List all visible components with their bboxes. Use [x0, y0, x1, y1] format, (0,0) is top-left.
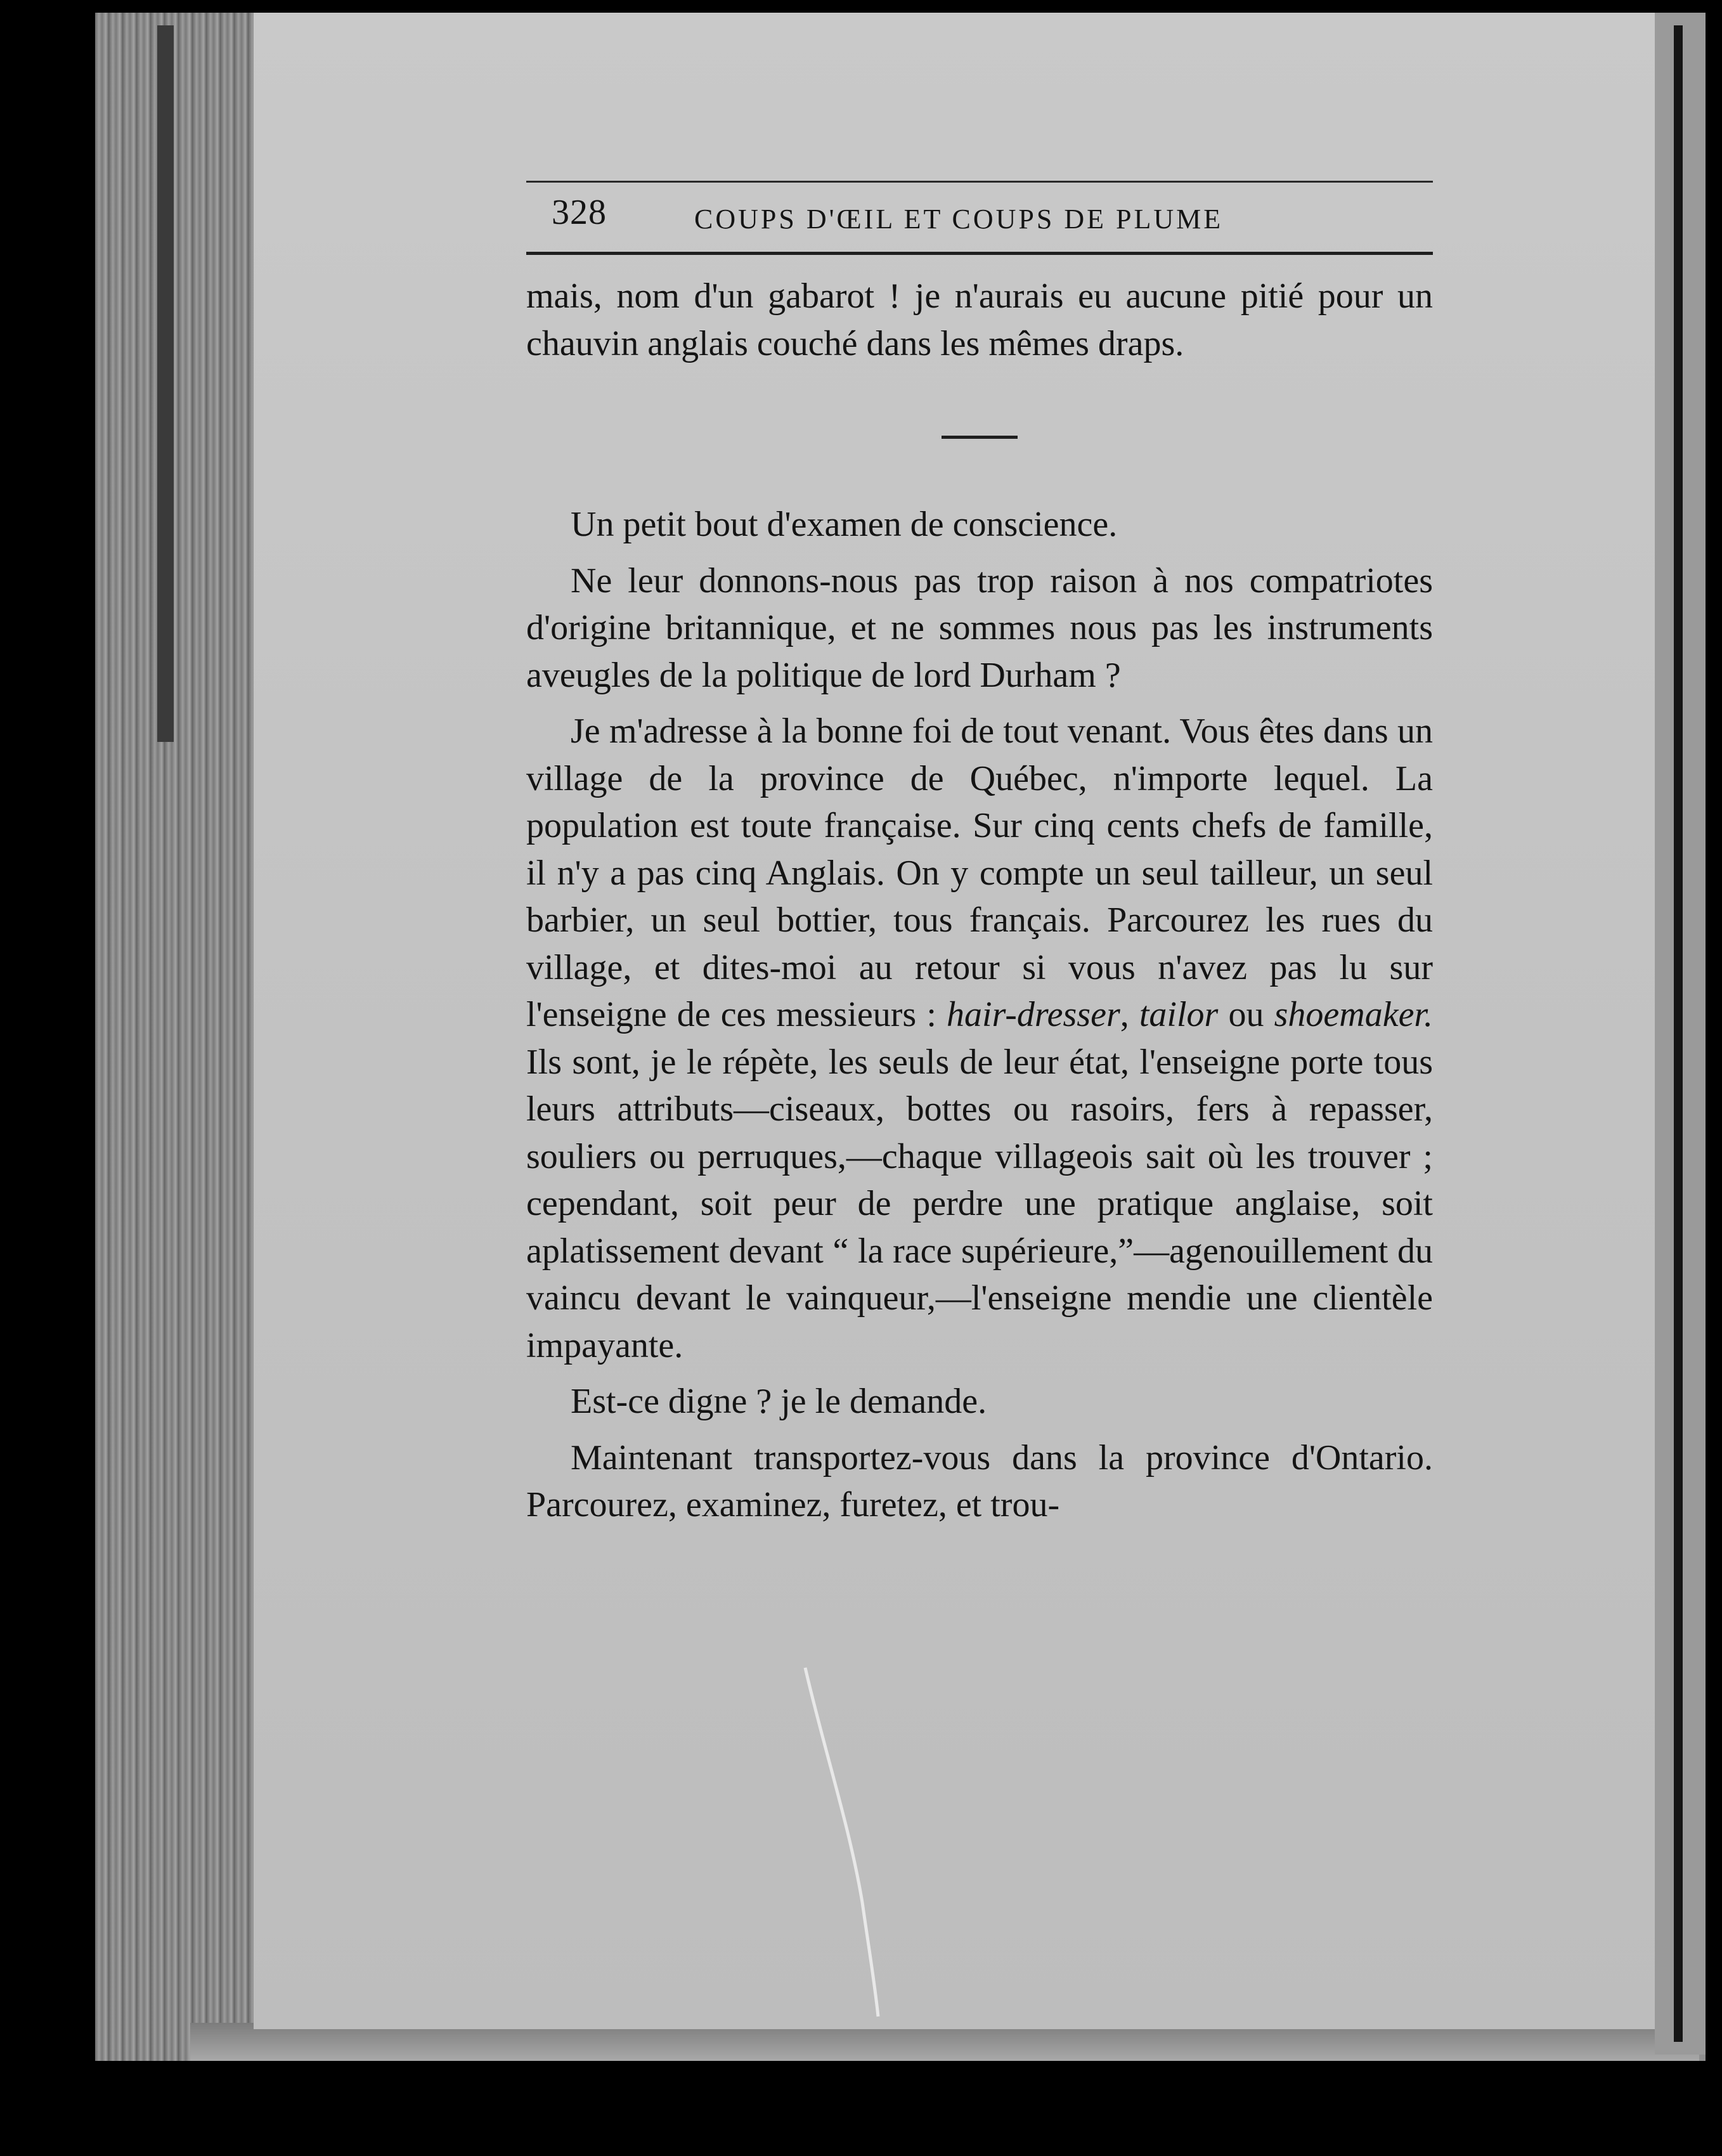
running-title: COUPS D'ŒIL ET COUPS DE PLUME [694, 204, 1224, 235]
paragraph [526, 708, 1433, 1369]
page-content [526, 181, 1433, 1529]
section-divider [942, 436, 1018, 439]
running-head [526, 181, 1433, 257]
paragraph: Maintenant transportez-vous dans la province d'Ontario. Parcourez, examinez, furetez, et trou- [526, 1438, 1433, 1524]
gutter-shadow [1674, 25, 1683, 2042]
page-edges [95, 13, 260, 2061]
header-rule-bottom [526, 252, 1433, 255]
italic-term: shoemaker. [1274, 995, 1434, 1034]
page-edge-shadow [157, 25, 174, 742]
separator-text: ou [1218, 995, 1274, 1034]
paragraph: Est-ce digne ? je le demande. [571, 1382, 987, 1421]
page-number: 328 [552, 193, 607, 232]
header-rule-top [526, 181, 1433, 183]
separator-text: , [1120, 995, 1139, 1034]
paragraph-continued: mais, nom d'un gabarot ! je n'aurais eu aucune pitié pour un chauvin anglais couché dans les mêmes draps. [526, 276, 1433, 363]
paragraph-text: Ils sont, je le répète, les seuls de leur état, l'enseigne porte tous leurs attributs—ciseaux, bottes ou rasoirs, fers à repasser, souliers ou perruques,—chaque villageois sait où les trouver ; cependant, soit peur de perdre une pratique anglaise, soit aplatissement devant “ la race supérieure,”—agenouillement du vaincu devant le vainqueur,—l'enseigne mendie une clientèle impayante. [526, 1042, 1433, 1365]
paragraph-text: Je m'adresse à la bonne foi de tout venant. Vous êtes dans un village de la province de Québec, n'importe lequel. La population est toute française. Sur cinq cents chefs de famille, il n'y a pas cinq Anglais. On y compte un seul tailleur, un seul barbier, un seul bottier, tous français. Parcourez les rues du village, et dites-moi au retour si vous n'avez pas lu sur l'enseigne de ces messieurs : [526, 711, 1433, 1034]
paragraph: Ne leur donnons-nous pas trop raison à nos compatriotes d'origine britannique, et ne sommes nous pas les instruments aveugles de la politique de lord Durham ? [526, 561, 1433, 695]
body-text [526, 273, 1433, 1529]
italic-term: tailor [1139, 995, 1219, 1034]
italic-term: hair-dresser [947, 995, 1120, 1034]
paragraph: Un petit bout d'examen de conscience. [571, 505, 1118, 544]
